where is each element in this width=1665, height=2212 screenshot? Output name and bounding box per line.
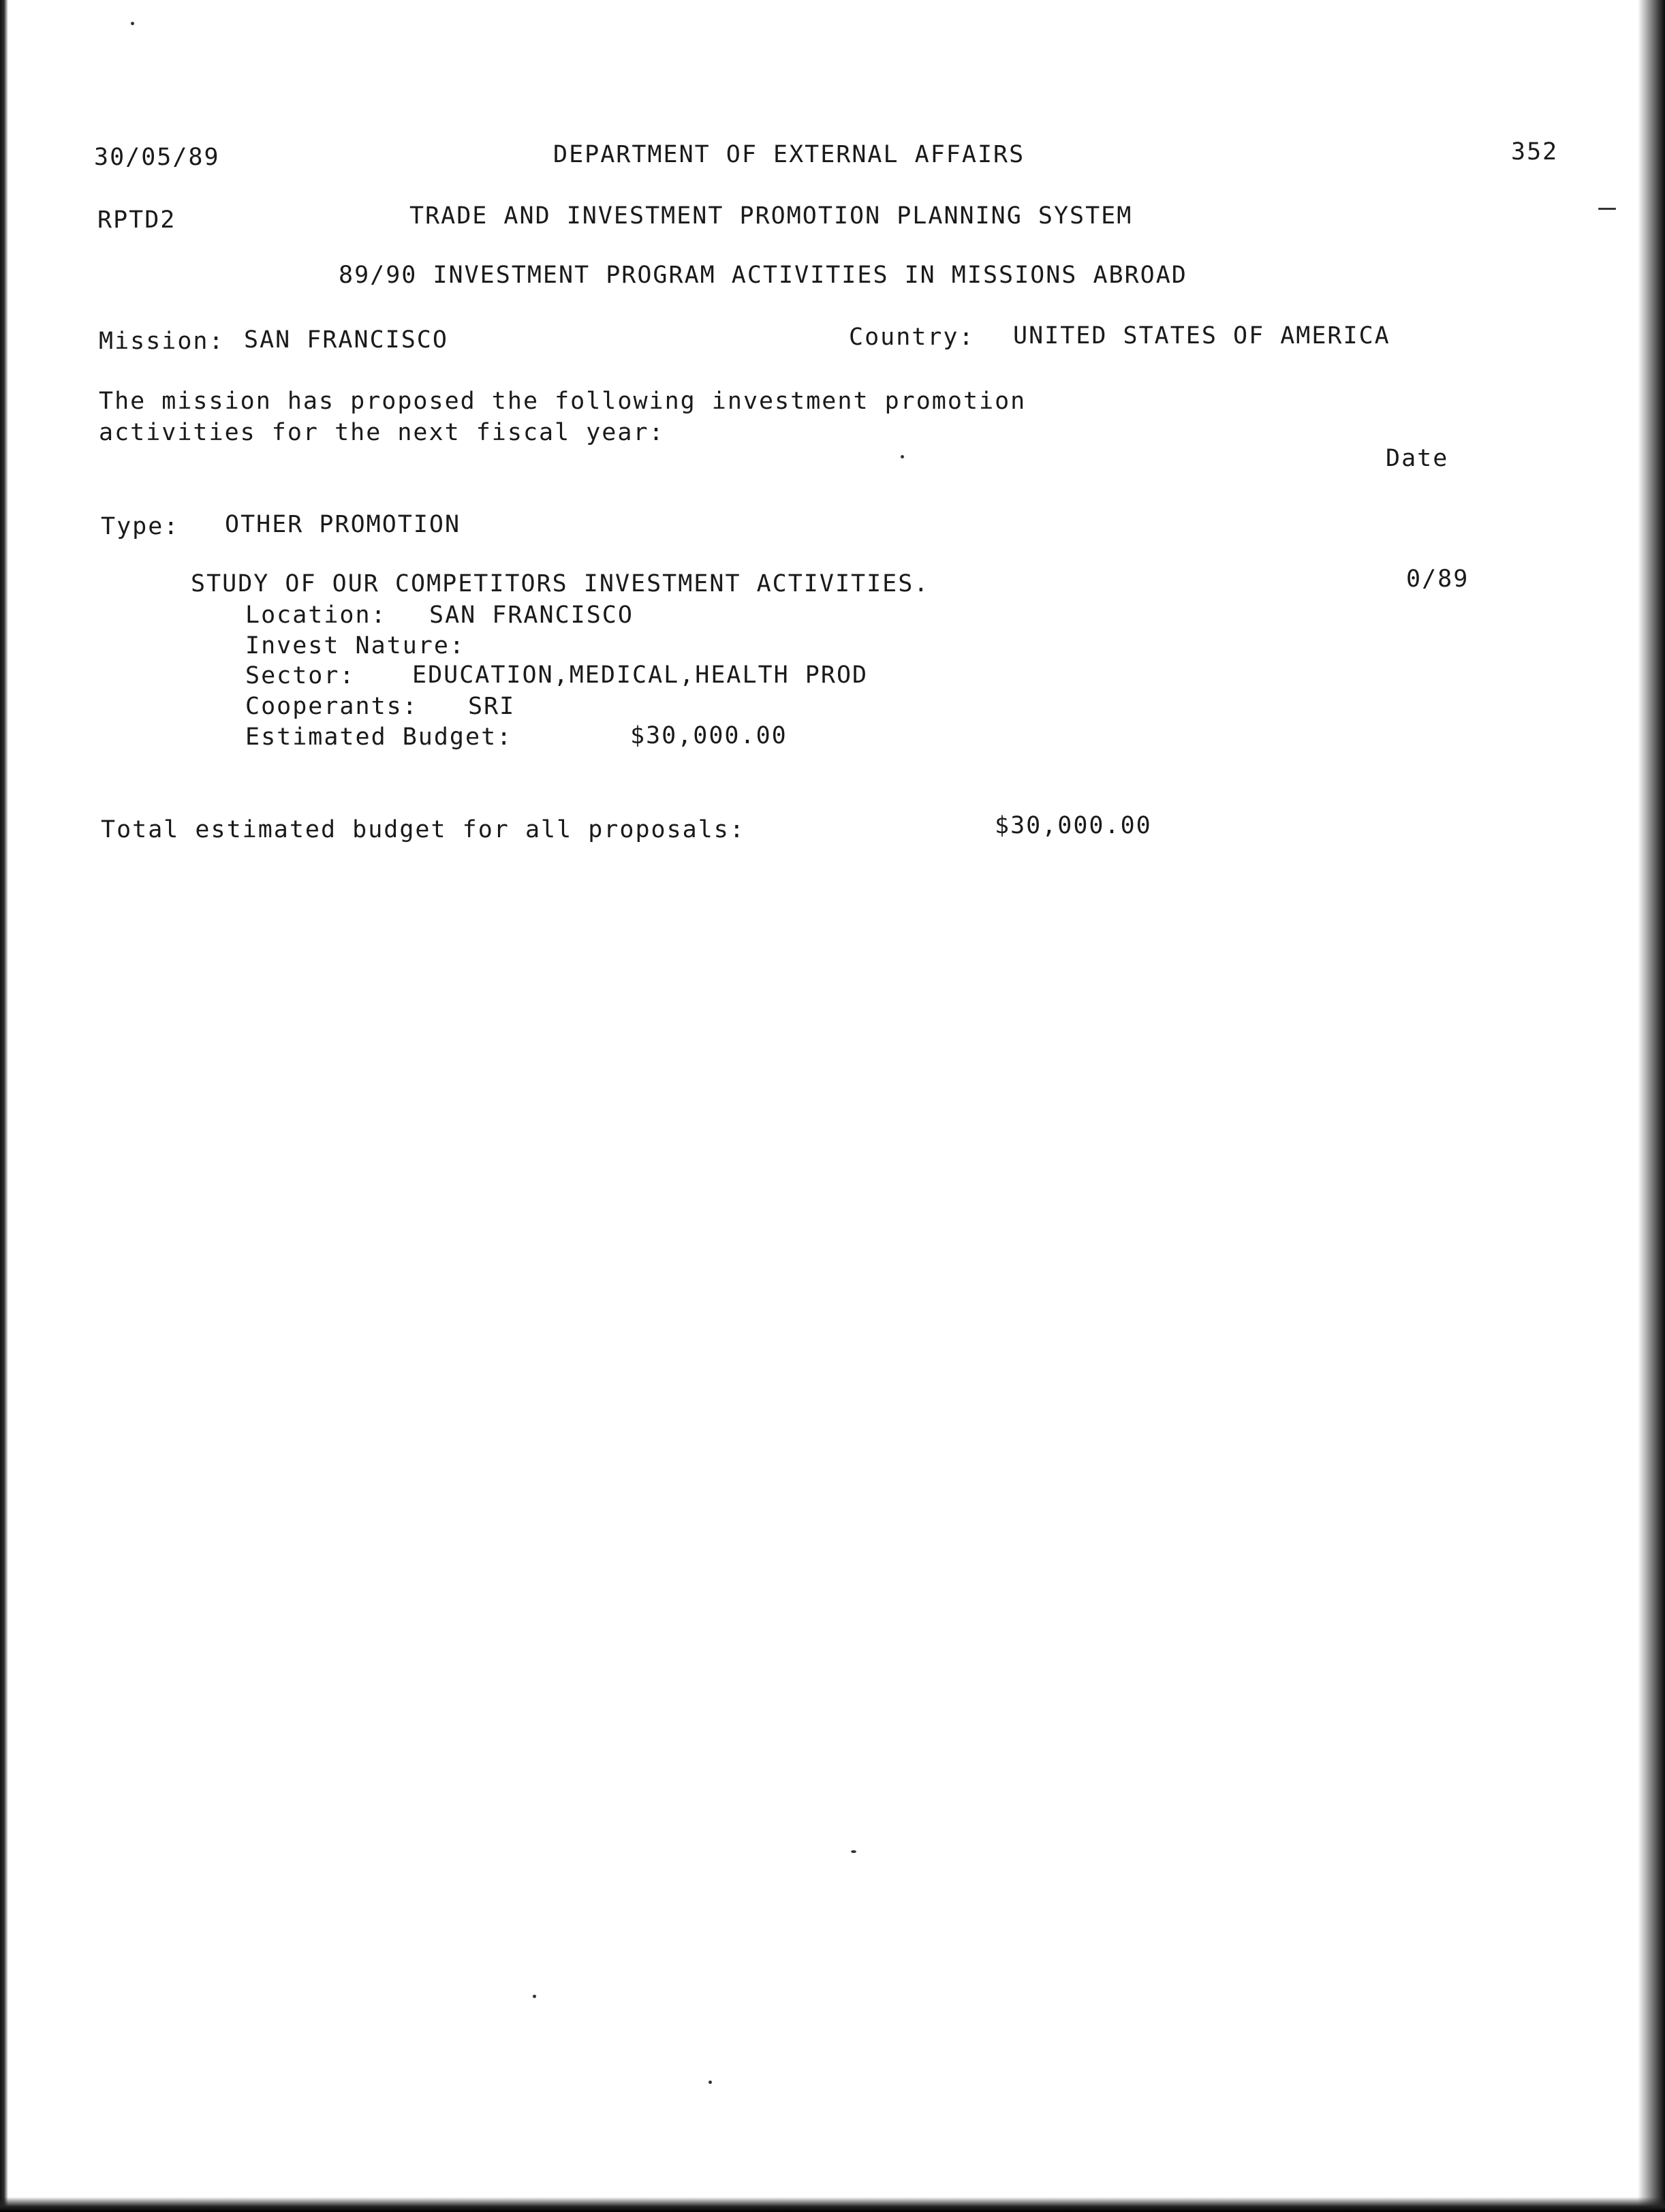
report-title: 89/90 INVESTMENT PROGRAM ACTIVITIES IN MISSIONS ABROAD [339, 262, 1187, 289]
sector-value: EDUCATION,MEDICAL,HEALTH PROD [412, 661, 869, 689]
country-label: Country: [849, 324, 975, 351]
scan-speck [709, 2081, 712, 2084]
type-label: Type: [101, 513, 180, 540]
page-number: 352 [1511, 138, 1559, 166]
scan-speck [901, 455, 904, 458]
total-budget-value: $30,000.00 [995, 812, 1152, 839]
date-column-header: Date [1386, 445, 1449, 472]
scan-speck [131, 22, 134, 25]
scan-edge-left [0, 0, 8, 2212]
location-label: Location: [245, 602, 387, 629]
scan-speck [1598, 208, 1616, 210]
mission-value: SAN FRANCISCO [244, 326, 448, 354]
activity-title: STUDY OF OUR COMPETITORS INVESTMENT ACTIVITIES. [191, 570, 930, 597]
system-title: TRADE AND INVESTMENT PROMOTION PLANNING SYSTEM [409, 202, 1133, 230]
department-title: DEPARTMENT OF EXTERNAL AFFAIRS [553, 141, 1025, 168]
cooperants-value: SRI [468, 693, 516, 720]
report-date: 30/05/89 [94, 144, 220, 171]
invest-nature-label: Invest Nature: [245, 632, 466, 659]
scan-speck [533, 1995, 536, 1998]
estimated-budget-value: $30,000.00 [630, 722, 788, 749]
type-value: OTHER PROMOTION [225, 511, 461, 538]
estimated-budget-label: Estimated Budget: [245, 723, 513, 751]
intro-line-1: The mission has proposed the following investment promotion [99, 388, 1027, 415]
scan-edge-bottom [0, 2197, 1665, 2212]
country-value: UNITED STATES OF AMERICA [1013, 322, 1390, 349]
location-value: SAN FRANCISCO [429, 602, 634, 629]
mission-label: Mission: [99, 328, 225, 355]
activity-date: 0/89 [1406, 565, 1469, 593]
cooperants-label: Cooperants: [245, 693, 418, 720]
sector-label: Sector: [245, 662, 356, 689]
scan-edge-right [1638, 0, 1665, 2212]
total-budget-label: Total estimated budget for all proposals: [101, 816, 745, 843]
intro-line-2: activities for the next fiscal year: [99, 419, 665, 446]
scan-speck [851, 1850, 856, 1853]
report-code: RPTD2 [97, 206, 176, 234]
